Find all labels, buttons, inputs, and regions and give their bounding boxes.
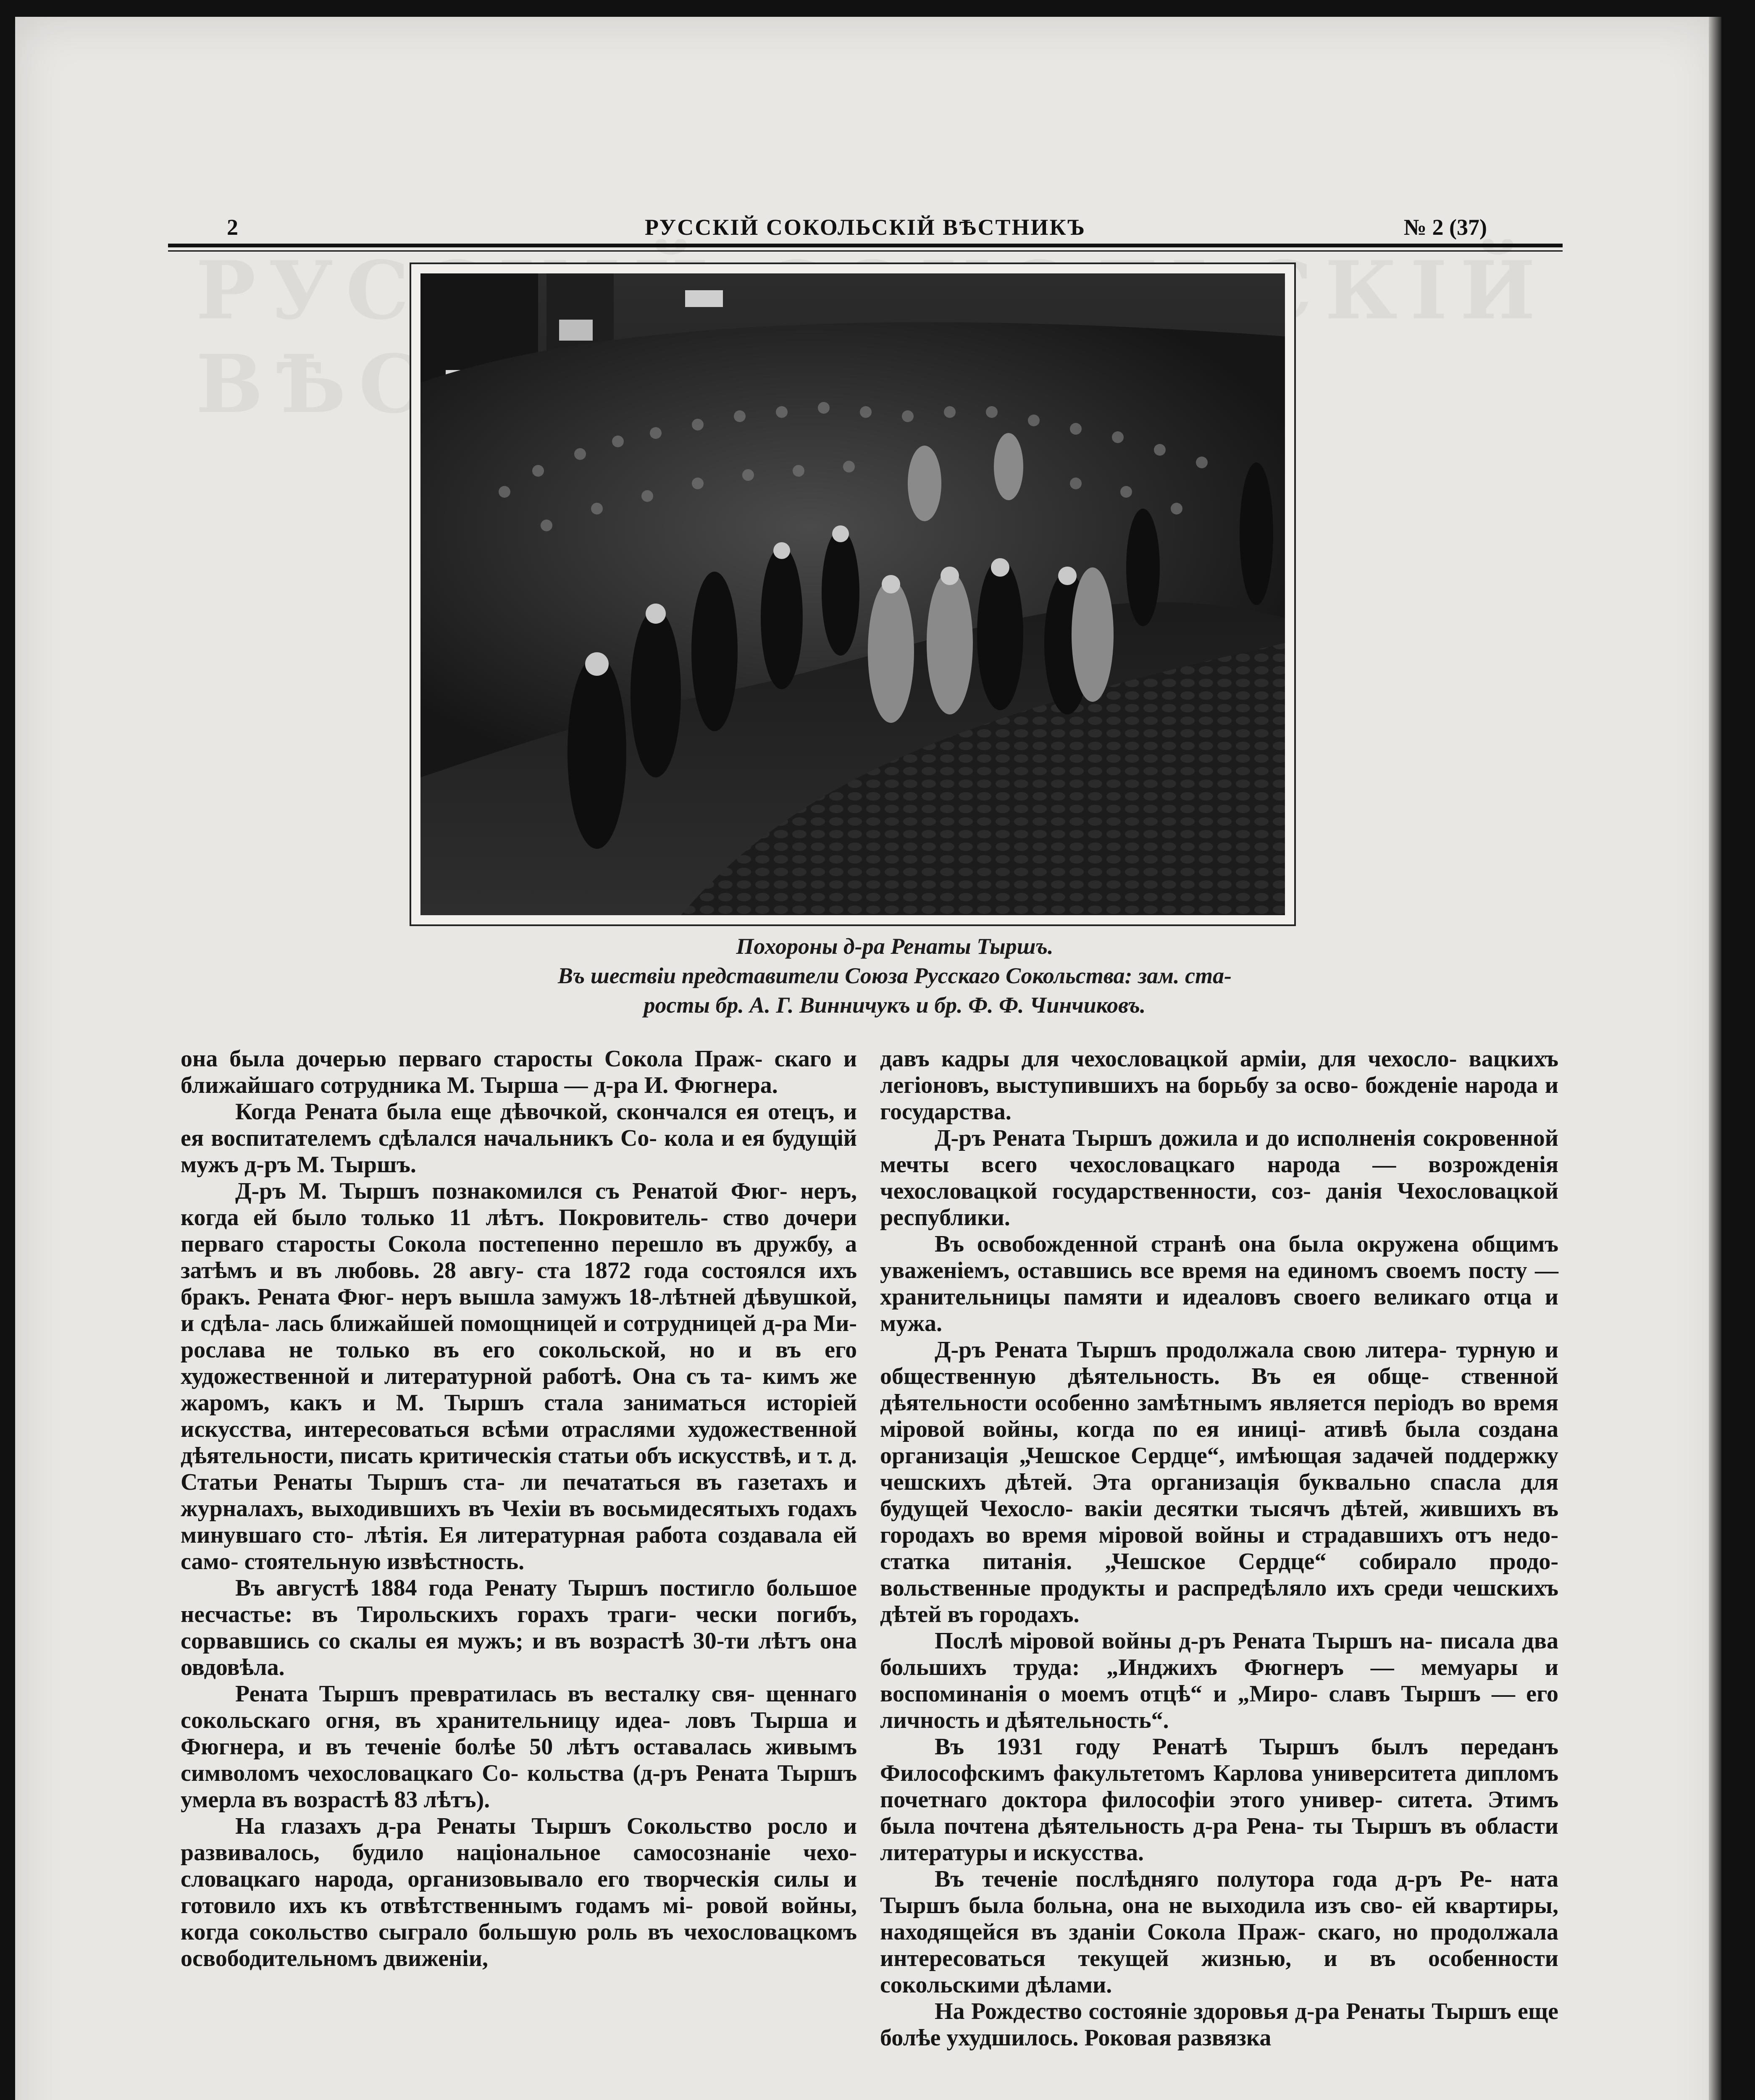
paragraph: Д-ръ Рената Тыршъ дожила и до исполненія сокровенной мечты всего чехословацкаго народа — возрожденія чехословацкой государственности, соз- данія Чехословацкой республики. <box>880 1125 1558 1231</box>
caption-line: Похороны д-ра Ренаты Тыршъ. <box>736 934 1054 959</box>
page-binding-edge <box>1709 17 1721 2100</box>
funeral-photograph <box>410 262 1296 926</box>
issue-number: № 2 (37) <box>1403 215 1487 240</box>
paragraph: Д-ръ М. Тыршъ познакомился съ Ренатой Фюг- неръ, когда ей было только 11 лѣтъ. Покровитель- ство дочери перваго старосты Сокола постепенно перешло въ дружбу, а затѣмъ и въ любовь. 28 авгу- ста 1872 года состоялся ихъ бракъ. Рената Фюг- неръ вышла замужъ 18-лѣтней дѣвушкой, и сдѣла- лась ближайшей помощницей и сотрудницей д-ра Ми- рослава не только въ его сокольской, но и въ его художественной и литературной работѣ. Она съ та- кимъ же жаромъ, какъ и М. Тыршъ стала заниматься исторіей искусства, интересоваться всѣми отраслями художественной дѣятельности, писать критическія статьи объ искусствѣ, и т. д. Статьи Ренаты Тыршъ ста- ли печататься въ газетахъ и журналахъ, выходившихъ въ Чехіи въ восьмидесятыхъ годахъ минувшаго сто- лѣтія. Ея литературная работа создавала ей само- стоятельную извѣстность. <box>181 1178 857 1575</box>
paragraph: Когда Рената была еще дѣвочкой, скончался ея отецъ, и ея воспитателемъ сдѣлался начальникъ Со- кола и ея будущій мужъ д-ръ М. Тыршъ. <box>181 1099 857 1178</box>
paragraph: Д-ръ Рената Тыршъ продолжала свою литера- турную и общественную дѣятельность. Въ ея обще- ственной дѣятельности особенно замѣтнымъ является періодъ во время міровой войны, когда по ея иниці- ативѣ была создана организація „Чешское Сердце“, имѣющая задачей поддержку чешскихъ дѣтей. Эта организація буквально спасла для будущей Чехосло- вакіи десятки тысячъ дѣтей, жившихъ въ городахъ во время міровой войны и страдавшихъ отъ недо- статка питанія. „Чешское Сердце“ собирало продо- вольственные продукты и распредѣляло ихъ среди чешскихъ дѣтей въ городахъ. <box>880 1337 1558 1628</box>
paragraph: Въ августѣ 1884 года Ренату Тыршъ постигло большое несчастье: въ Тирольскихъ горахъ траги- чески погибъ, сорвавшись со скалы ея мужъ; и въ возрастѣ 30-ти лѣтъ она овдовѣла. <box>181 1575 857 1680</box>
paragraph: Въ 1931 году Ренатѣ Тыршъ былъ переданъ Философскимъ факультетомъ Карлова университета дипломъ почетнаго доктора философіи этого универ- ситета. Этимъ была почтена дѣятельность д-ра Рена- ты Тыршъ въ области литературы и искусства. <box>880 1734 1558 1866</box>
header-rule-thin <box>168 250 1563 252</box>
caption-line: Въ шествіи представители Союза Русскаго Сокольства: зам. ста- <box>557 963 1232 988</box>
paragraph: давъ кадры для чехословацкой арміи, для чехосло- вацкихъ легіоновъ, выступившихъ на борьбу за осво- божденіе народа и государства. <box>880 1046 1558 1125</box>
article-column-right <box>880 1046 1558 2051</box>
photograph-funeral-procession-icon <box>420 273 1285 915</box>
header-rule-thick <box>168 244 1563 247</box>
page-number: 2 <box>227 215 238 240</box>
photo-caption <box>483 932 1306 1020</box>
paragraph: Послѣ міровой войны д-ръ Рената Тыршъ на- писала два большихъ труда: „Инджихъ Фюгнеръ — мемуары и воспоминанія о моемъ отцѣ“ и „Миро- славъ Тыршъ — его личность и дѣятельность“. <box>880 1628 1558 1733</box>
paragraph: Въ освобожденной странѣ она была окружена общимъ уваженіемъ, оставшись все время на единомъ своемъ посту — хранительницы памяти и идеаловъ своего великаго отца и мужа. <box>880 1231 1558 1336</box>
article-column-left <box>181 1046 857 1972</box>
paragraph: На глазахъ д-ра Ренаты Тыршъ Сокольство росло и развивалось, будило національное самосознаніе чехо- словацкаго народа, организовывало его творческія силы и готовило ихъ къ отвѣтственнымъ годамъ мі- ровой войны, когда сокольство сыграло большую роль въ чехословацкомъ освободительномъ движеніи, <box>181 1813 857 1971</box>
running-header <box>164 210 1567 248</box>
paragraph: Въ теченіе послѣдняго полутора года д-ръ Ре- ната Тыршъ была больна, она не выходила изъ сво- ей квартиры, находящейся въ зданіи Сокола Праж- скаго, но продолжала интересоваться текущей жизнью, и въ особенности сокольскими дѣлами. <box>880 1866 1558 1998</box>
caption-line: росты бр. А. Г. Винничукъ и бр. Ф. Ф. Чинчиковъ. <box>644 992 1146 1018</box>
paragraph: На Рождество состояніе здоровья д-ра Ренаты Тыршъ еще болѣе ухудшилось. Роковая развязка <box>880 1998 1558 2051</box>
journal-title: РУССКІЙ СОКОЛЬСКІЙ ВѢСТНИКЪ <box>644 215 1086 240</box>
paragraph: Рената Тыршъ превратилась въ весталку свя- щеннаго сокольскаго огня, въ хранительницу идеа- ловъ Тырша и Фюгнера, и въ теченіе болѣе 50 лѣтъ оставалась живымъ символомъ чехословацкаго Со- кольства (д-ръ Рената Тыршъ умерла въ возрастѣ 83 лѣтъ). <box>181 1681 857 1813</box>
paragraph: она была дочерью перваго старосты Сокола Праж- скаго и ближайшаго сотрудника М. Тырша — д-ра И. Фюгнера. <box>181 1046 857 1098</box>
